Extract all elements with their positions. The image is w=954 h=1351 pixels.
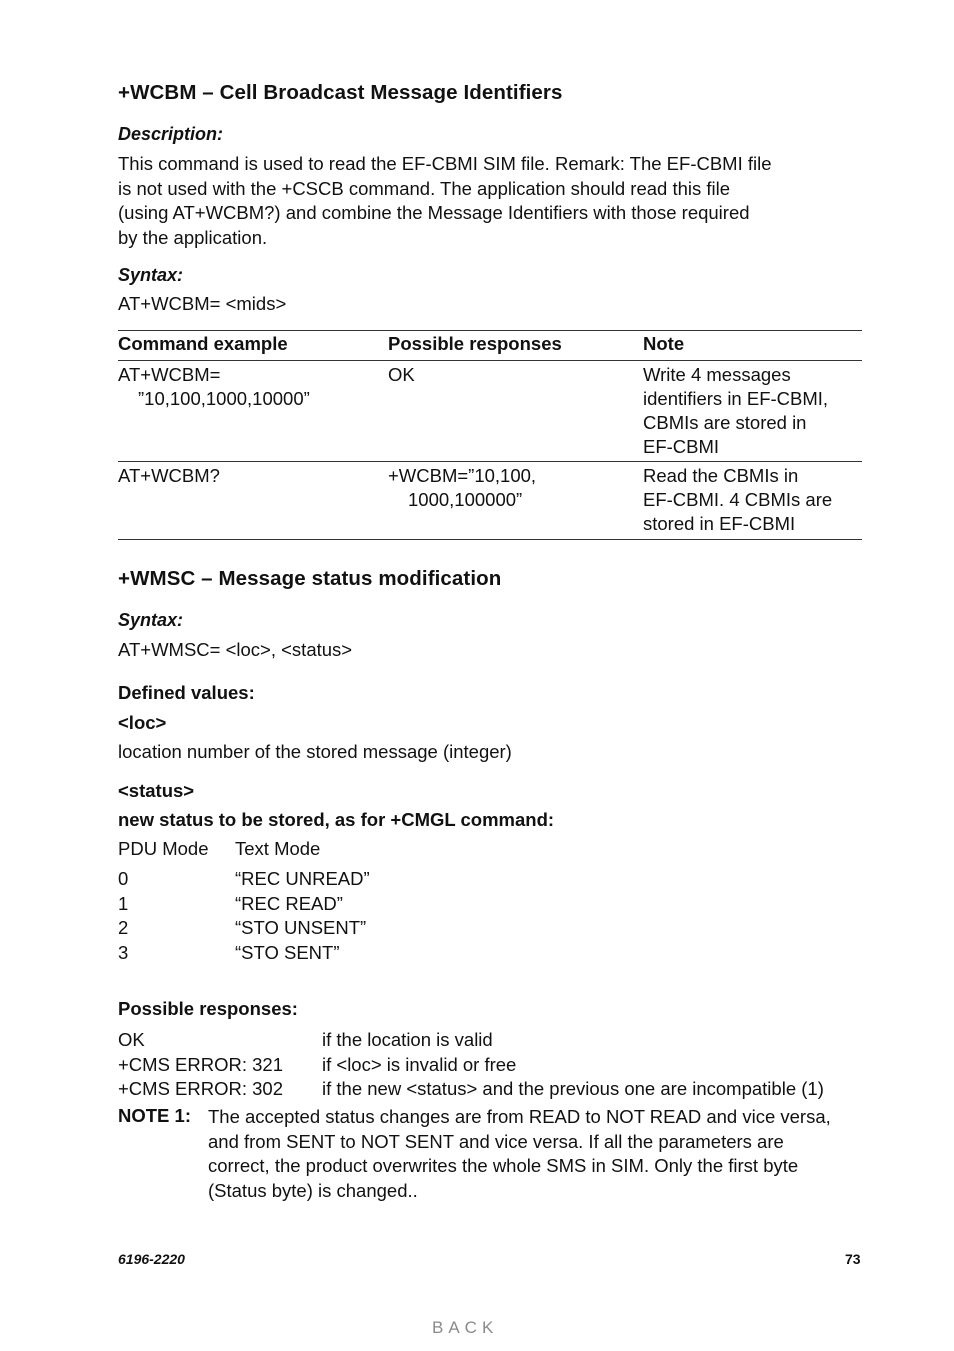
table-row-2-note	[643, 464, 832, 536]
footer-page-number: 73	[845, 1251, 861, 1267]
loc-label: <loc>	[118, 712, 167, 733]
loc-description: location number of the stored message (integer)	[118, 741, 512, 762]
table-rule	[118, 360, 862, 361]
list-item: “STO SENT”	[235, 941, 340, 963]
list-item: 3	[118, 941, 129, 963]
list-item: “REC UNREAD”	[235, 868, 370, 889]
defined-values-label: Defined values:	[118, 682, 255, 703]
cell-line: Read the CBMIs in	[643, 465, 799, 486]
note-line: and from SENT to NOT SENT and vice versa. If all the parameters are	[208, 1130, 784, 1152]
response-code: +CMS ERROR: 302	[118, 1078, 284, 1099]
note-line: The accepted status changes are from READ to NOT READ and vice versa,	[208, 1106, 831, 1127]
cell-line: Write 4 messages	[643, 364, 791, 385]
back-link[interactable]: BACK	[432, 1318, 499, 1337]
status-label: <status>	[118, 780, 195, 801]
wcbm-heading: +WCBM – Cell Broadcast Message Identifiers	[118, 81, 563, 104]
cell-line: ”10,100,1000,10000”	[138, 388, 310, 409]
note-label: NOTE 1:	[118, 1105, 191, 1126]
mode-pdu-column	[118, 867, 128, 965]
responses-label: Possible responses:	[118, 998, 298, 1019]
description-line: is not used with the +CSCB command. The application should read this file	[118, 177, 731, 199]
cell-line: EF-CBMI. 4 CBMIs are	[643, 489, 833, 510]
cell-line: AT+WCBM=	[118, 364, 221, 385]
table-row-1-response	[388, 363, 415, 387]
table-row-2-response	[388, 464, 536, 512]
wmsc-syntax: AT+WMSC= <loc>, <status>	[118, 639, 353, 660]
list-item: 1	[118, 892, 129, 914]
response-desc: if <loc> is invalid or free	[322, 1053, 517, 1075]
response-desc: if the new <status> and the previous one are incompatible (1)	[322, 1078, 824, 1099]
wcbm-description-label: Description:	[118, 124, 224, 144]
cell-line: EF-CBMI	[643, 436, 720, 457]
table-header-note: Note	[643, 333, 685, 354]
table-rule	[118, 330, 862, 331]
note-line: correct, the product overwrites the whole SMS in SIM. Only the first byte	[208, 1155, 799, 1176]
list-item: 2	[118, 917, 129, 938]
response-codes	[118, 1028, 283, 1102]
cell-line: OK	[388, 364, 415, 385]
response-desc: if the location is valid	[322, 1029, 493, 1050]
table-rule	[118, 539, 862, 540]
mode-header-pdu: PDU Mode	[118, 838, 209, 859]
wmsc-heading: +WMSC – Message status modification	[118, 567, 502, 590]
status-description: new status to be stored, as for +CMGL command:	[118, 809, 555, 830]
list-item: “REC READ”	[235, 892, 343, 914]
table-header-command: Command example	[118, 333, 288, 354]
note-body	[208, 1105, 831, 1203]
response-descriptions	[322, 1028, 824, 1102]
response-code: +CMS ERROR: 321	[118, 1053, 284, 1075]
description-line: This command is used to read the EF-CBMI SIM file. Remark: The EF-CBMI file	[118, 153, 772, 174]
table-header-response: Possible responses	[388, 333, 562, 354]
wcbm-syntax: AT+WCBM= <mids>	[118, 293, 287, 314]
cell-line: stored in EF-CBMI	[643, 513, 796, 534]
wcbm-description	[118, 152, 772, 250]
list-item: 0	[118, 868, 129, 889]
mode-text-column	[235, 867, 370, 965]
cell-line: AT+WCBM?	[118, 465, 220, 486]
mode-header-text: Text Mode	[235, 838, 321, 859]
description-line: (using AT+WCBM?) and combine the Message Identifiers with those required	[118, 202, 750, 223]
footer-doc-number: 6196-2220	[118, 1251, 185, 1267]
list-item: “STO UNSENT”	[235, 917, 367, 938]
wcbm-syntax-label: Syntax:	[118, 265, 184, 285]
cell-line: identifiers in EF-CBMI,	[643, 388, 829, 409]
table-row-1-command	[118, 363, 310, 411]
description-line: by the application.	[118, 226, 268, 248]
table-row-1-note	[643, 363, 828, 459]
wmsc-syntax-label: Syntax:	[118, 610, 184, 630]
response-code: OK	[118, 1029, 145, 1050]
table-rule	[118, 461, 862, 462]
table-row-2-command	[118, 464, 220, 488]
note-line: (Status byte) is changed..	[208, 1179, 418, 1201]
cell-line: +WCBM=”10,100,	[388, 465, 537, 486]
cell-line: CBMIs are stored in	[643, 412, 807, 433]
cell-line: 1000,100000”	[408, 489, 523, 510]
